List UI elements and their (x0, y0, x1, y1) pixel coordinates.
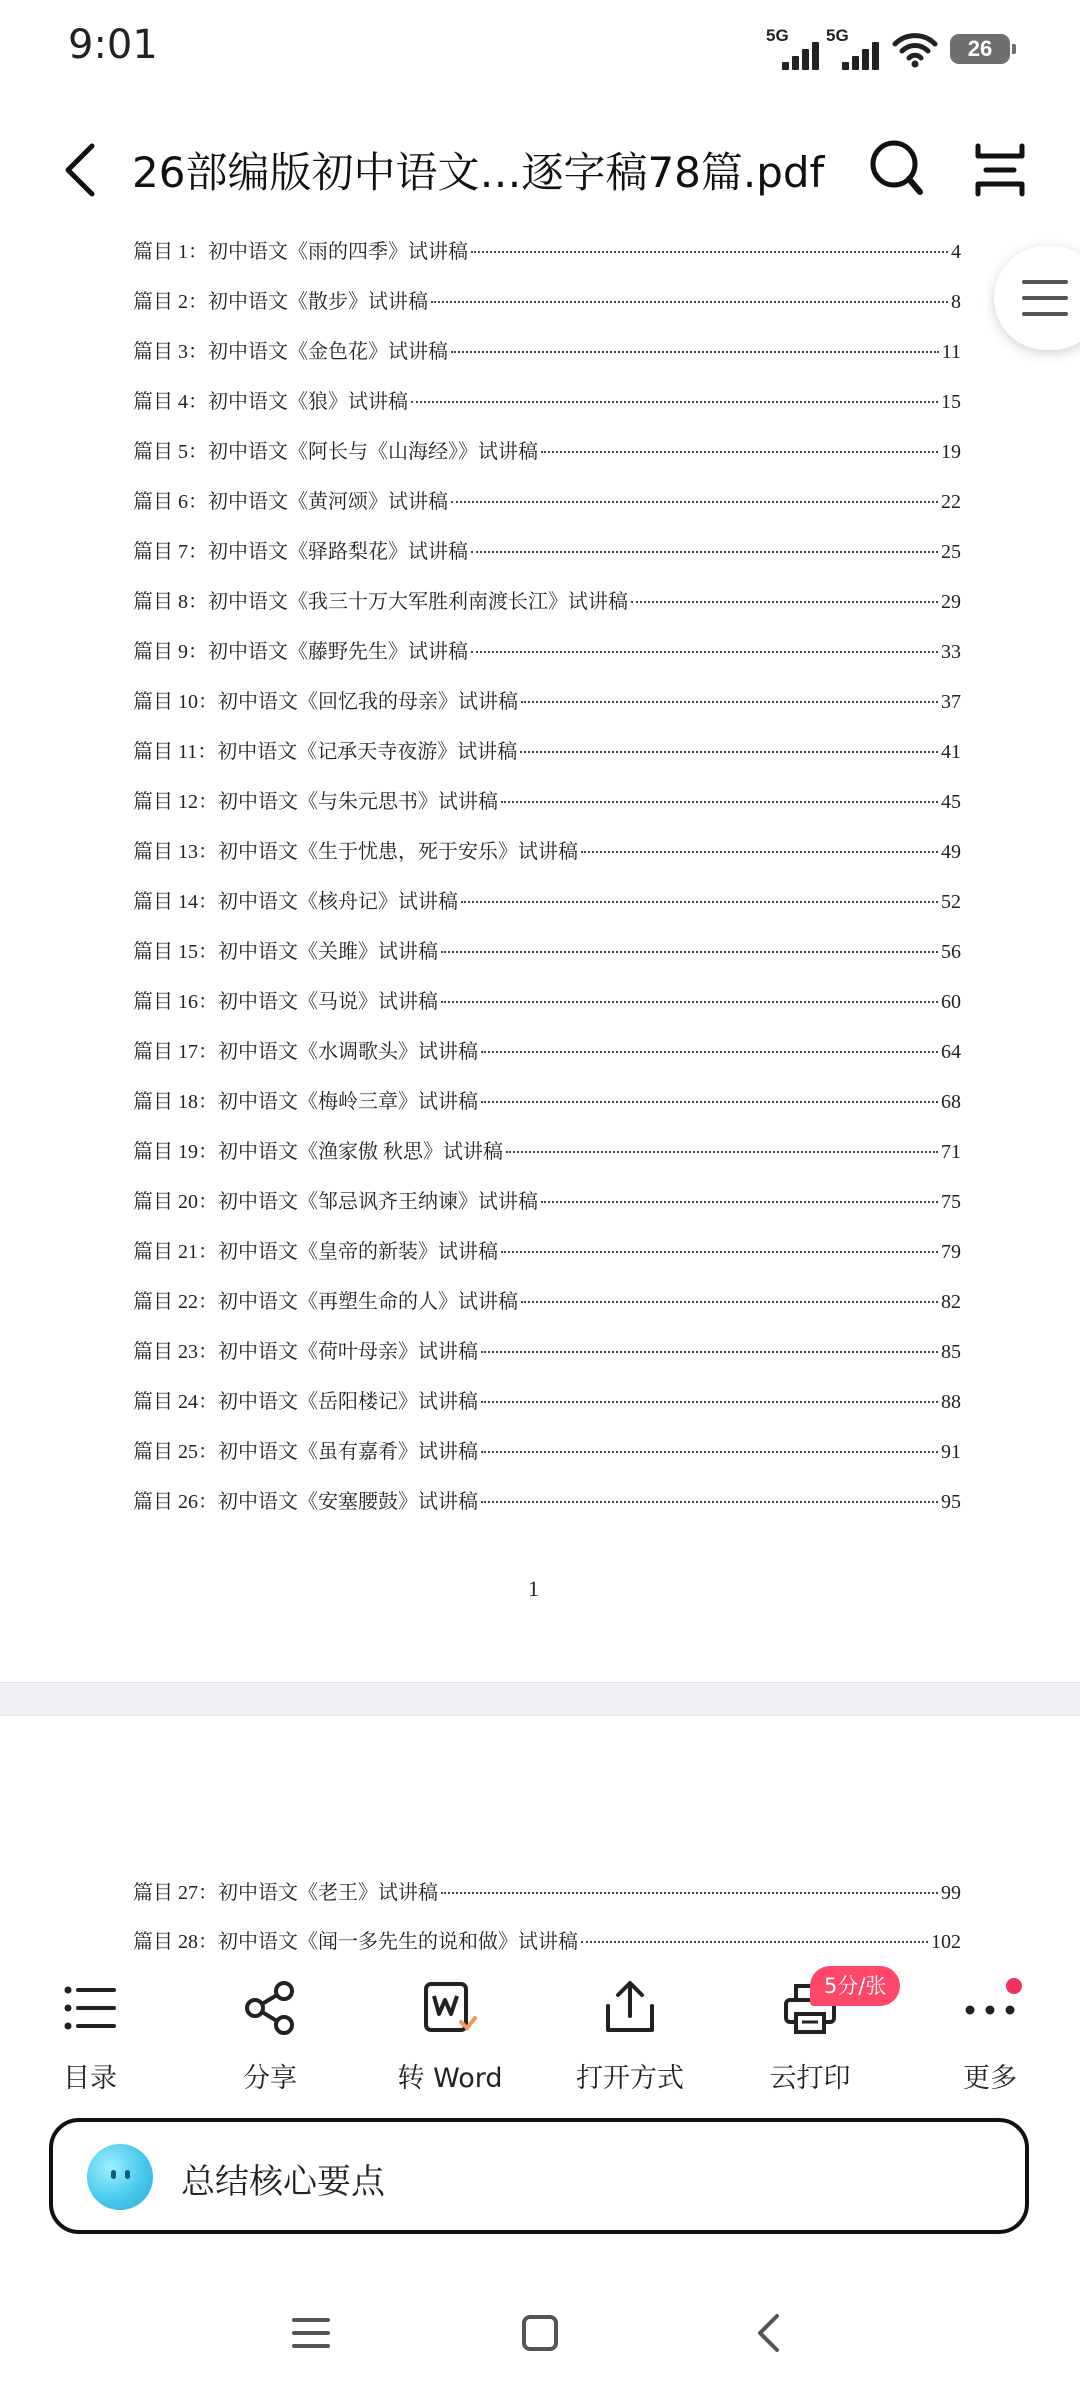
toc-entry-title: 篇目 13：初中语文《生于忧患，死于安乐》试讲稿 (133, 841, 578, 863)
system-back-button[interactable] (745, 2308, 795, 2358)
toc-entry-title: 篇目 9：初中语文《藤野先生》试讲稿 (133, 641, 468, 663)
toc-entry-page: 11 (941, 341, 961, 363)
ai-summary-button[interactable] (49, 2118, 1029, 2234)
toc-entry[interactable] (133, 635, 961, 665)
toc-entry-page: 91 (941, 1441, 961, 1463)
toc-entry[interactable] (133, 1085, 961, 1115)
toc-leader-dots (411, 401, 938, 403)
toc-leader-dots (506, 1151, 938, 1153)
toc-leader-dots (441, 951, 938, 953)
toc-leader-dots (581, 1941, 928, 1943)
toc-entry-page: 95 (941, 1491, 961, 1513)
wifi-icon (892, 32, 938, 68)
toolbar-open-with-button[interactable]: 打开方式 (555, 1956, 705, 2096)
toc-entry[interactable] (133, 435, 961, 465)
toolbar-toc-button[interactable]: 目录 (15, 1956, 165, 2096)
toc-entry-page: 33 (941, 641, 961, 663)
toc-leader-dots (481, 1051, 938, 1053)
toc-entry-page: 52 (941, 891, 961, 913)
word-convert-icon (420, 1978, 480, 2038)
toc-entry-page: 68 (941, 1091, 961, 1113)
toc-leader-dots (501, 1251, 938, 1253)
list-icon (60, 1978, 120, 2038)
toc-entry-title: 篇目 15：初中语文《关雎》试讲稿 (133, 941, 438, 963)
recent-apps-button[interactable] (286, 2308, 336, 2358)
toc-entry-title: 篇目 7：初中语文《驿路梨花》试讲稿 (133, 541, 468, 563)
toc-entry-title: 篇目 6：初中语文《黄河颂》试讲稿 (133, 491, 448, 513)
toc-leader-dots (541, 451, 938, 453)
toc-entry-page: 15 (941, 391, 961, 413)
toolbar-more-button[interactable]: 更多 (915, 1956, 1065, 2096)
toc-leader-dots (521, 1301, 938, 1303)
toc-entry-title: 篇目 25：初中语文《虽有嘉肴》试讲稿 (133, 1441, 478, 1463)
toc-entry-title: 篇目 26：初中语文《安塞腰鼓》试讲稿 (133, 1491, 478, 1513)
toc-entry-title: 篇目 3：初中语文《金色花》试讲稿 (133, 341, 448, 363)
toc-entry-page: 29 (941, 591, 961, 613)
toc-leader-dots (481, 1501, 938, 1503)
toc-entry-page: 49 (941, 841, 961, 863)
toc-entry-page: 79 (941, 1241, 961, 1263)
toc-entry[interactable] (133, 1035, 961, 1065)
search-button[interactable] (866, 136, 926, 200)
toc-entry-page: 37 (941, 691, 961, 713)
toc-leader-dots (581, 851, 938, 853)
status-bar (0, 0, 1080, 100)
toc-leader-dots (451, 501, 938, 503)
toc-leader-dots (481, 1451, 938, 1453)
toc-entry-title: 篇目 14：初中语文《核舟记》试讲稿 (133, 891, 458, 913)
toc-entry-title: 篇目 20：初中语文《邹忌讽齐王纳谏》试讲稿 (133, 1191, 538, 1213)
toc-entry-title: 篇目 23：初中语文《荷叶母亲》试讲稿 (133, 1341, 478, 1363)
toc-entry-title: 篇目 21：初中语文《皇帝的新装》试讲稿 (133, 1241, 498, 1263)
toc-leader-dots (481, 1401, 938, 1403)
toc-entry-page: 60 (941, 991, 961, 1013)
toc-entry-title: 篇目 10：初中语文《回忆我的母亲》试讲稿 (133, 691, 518, 713)
toc-entry-title: 篇目 17：初中语文《水调歌头》试讲稿 (133, 1041, 478, 1063)
toc-entry[interactable] (133, 585, 961, 615)
toc-entry[interactable] (133, 685, 961, 715)
status-time: 9:01 (68, 22, 158, 68)
toc-entry-title: 篇目 5：初中语文《阿长与《山海经》》试讲稿 (133, 441, 538, 463)
toc-leader-dots (471, 251, 948, 253)
toc-entry[interactable] (133, 1485, 961, 1515)
ai-assistant-avatar-icon (87, 2144, 153, 2210)
toc-entry[interactable] (133, 985, 961, 1015)
toc-entry[interactable] (133, 485, 961, 515)
toc-entry[interactable] (133, 1185, 961, 1215)
toc-entry-page: 75 (941, 1191, 961, 1213)
toc-leader-dots (441, 1001, 938, 1003)
toc-leader-dots (461, 901, 938, 903)
app-header (0, 100, 1080, 230)
toc-entry-title: 篇目 19：初中语文《渔家傲 秋思》试讲稿 (133, 1141, 503, 1163)
toc-entry[interactable] (133, 735, 961, 765)
toc-entry-page: 85 (941, 1341, 961, 1363)
toc-entry-title: 篇目 1：初中语文《雨的四季》试讲稿 (133, 241, 468, 263)
toc-entry[interactable] (133, 535, 961, 565)
toc-leader-dots (520, 751, 938, 753)
toc-entry-title: 篇目 18：初中语文《梅岭三章》试讲稿 (133, 1091, 478, 1113)
toc-entry[interactable] (133, 1925, 961, 1955)
toc-entry-title: 篇目 22：初中语文《再塑生命的人》试讲稿 (133, 1291, 518, 1313)
toc-entry-page: 4 (951, 241, 961, 263)
back-button[interactable] (56, 140, 106, 200)
toc-entry-title: 篇目 4：初中语文《狼》试讲稿 (133, 391, 408, 413)
toc-entry-title: 篇目 24：初中语文《岳阳楼记》试讲稿 (133, 1391, 478, 1413)
toolbar-to-word-button[interactable]: 转 Word (375, 1956, 525, 2096)
floating-menu-button[interactable] (994, 246, 1080, 350)
toc-entry-page: 19 (941, 441, 961, 463)
toc-entry[interactable] (133, 885, 961, 915)
toc-leader-dots (501, 801, 938, 803)
toc-list-page1 (133, 235, 961, 1535)
battery-icon: 26 (950, 34, 1010, 64)
toc-entry[interactable] (133, 1385, 961, 1415)
home-button[interactable] (515, 2308, 565, 2358)
document-title: 26部编版初中语文…逐字稿78篇.pdf (132, 148, 825, 197)
system-nav-bar (0, 2290, 1080, 2401)
toc-leader-dots (521, 701, 938, 703)
toc-entry[interactable] (133, 1335, 961, 1365)
toc-leader-dots (451, 351, 939, 353)
toc-leader-dots (471, 551, 938, 553)
toc-list-page2 (133, 1876, 961, 1956)
hamburger-icon (1022, 278, 1068, 318)
toc-entry-page: 99 (941, 1882, 961, 1904)
open-with-icon (600, 1978, 660, 2038)
toc-entry-page: 22 (941, 491, 961, 513)
toc-entry[interactable] (133, 1235, 961, 1265)
toc-entry[interactable] (133, 335, 961, 365)
toc-entry[interactable] (133, 835, 961, 865)
bottom-toolbar (0, 1956, 1080, 2096)
toolbar-share-button[interactable]: 分享 (195, 1956, 345, 2096)
toc-entry-page: 56 (941, 941, 961, 963)
toc-entry[interactable] (133, 785, 961, 815)
toc-leader-dots (481, 1101, 938, 1103)
page-separator (0, 1682, 1080, 1716)
ai-prompt-text: 总结核心要点 (181, 2162, 385, 2202)
toc-entry-title: 篇目 11：初中语文《记承天寺夜游》试讲稿 (133, 741, 518, 763)
toc-entry[interactable] (133, 1285, 961, 1315)
toc-entry-title: 篇目 2：初中语文《散步》试讲稿 (133, 291, 428, 313)
toc-entry-page: 71 (941, 1141, 961, 1163)
toc-entry-page: 82 (941, 1291, 961, 1313)
toc-entry[interactable] (133, 385, 961, 415)
toc-entry-page: 41 (941, 741, 961, 763)
toc-entry-page: 88 (941, 1391, 961, 1413)
pdf-page-number: 1 (528, 1576, 539, 1601)
reading-mode-button[interactable] (970, 140, 1030, 200)
toc-entry-page: 25 (941, 541, 961, 563)
print-price-badge: 5分/张 (810, 1966, 900, 2006)
toc-entry-page: 64 (941, 1041, 961, 1063)
toc-entry-title: 篇目 8：初中语文《我三十万大军胜利南渡长江》试讲稿 (133, 591, 628, 613)
toc-entry-title: 篇目 27：初中语文《老王》试讲稿 (133, 1882, 438, 1904)
toc-entry-title: 篇目 12：初中语文《与朱元思书》试讲稿 (133, 791, 498, 813)
toc-entry[interactable] (133, 285, 961, 315)
toc-leader-dots (471, 651, 938, 653)
notification-dot (1006, 1978, 1022, 1994)
toc-entry[interactable] (133, 235, 961, 265)
toc-entry-page: 45 (941, 791, 961, 813)
toc-entry-page: 102 (931, 1931, 961, 1953)
toc-entry[interactable] (133, 1135, 961, 1165)
toc-entry[interactable] (133, 1876, 961, 1906)
toc-leader-dots (481, 1351, 938, 1353)
toc-leader-dots (441, 1892, 938, 1894)
toc-leader-dots (541, 1201, 938, 1203)
signal-sim1-icon: 5G (766, 26, 826, 66)
toc-entry-title: 篇目 28：初中语文《闻一多先生的说和做》试讲稿 (133, 1931, 578, 1953)
share-icon (240, 1978, 300, 2038)
toolbar-cloud-print-button[interactable]: 云打印 (735, 1956, 885, 2096)
signal-sim2-icon: 5G (826, 26, 886, 66)
toc-entry[interactable] (133, 1435, 961, 1465)
toc-leader-dots (431, 301, 948, 303)
toc-entry[interactable] (133, 935, 961, 965)
toc-entry-page: 8 (951, 291, 961, 313)
toc-leader-dots (631, 601, 938, 603)
toc-entry-title: 篇目 16：初中语文《马说》试讲稿 (133, 991, 438, 1013)
